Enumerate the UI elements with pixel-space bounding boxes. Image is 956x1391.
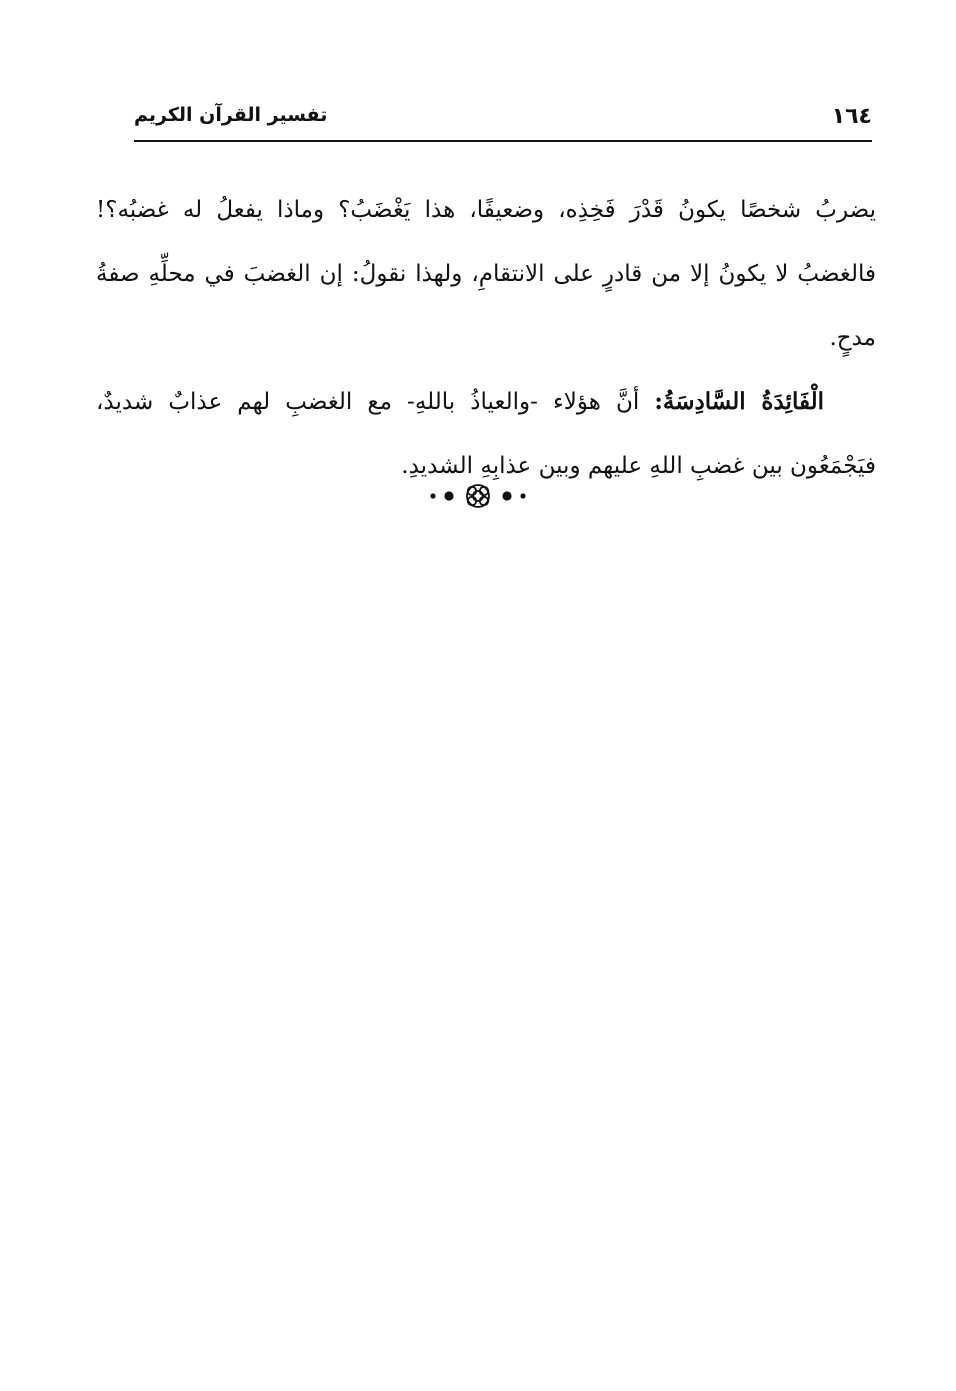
ornament-icon [418,481,538,511]
paragraph-1: يضربُ شخصًا يكونُ قَدْرَ فَخِذِه، وضعيفًا، هذا يَغْضَبُ؟ وماذا يفعلُ له غضبُه؟! فالغضبُ لا يكونُ إلا من قادرٍ على الانتقامِ، ولهذا نقولُ: إن الغضبَ في محلِّهِ صفةُ مدحٍ. [96,197,876,351]
header-rule [134,140,872,142]
section-divider-ornament [0,478,956,514]
running-title: تفسير القرآن الكريم [134,104,328,126]
page-number: ١٦٤ [831,104,872,129]
paragraph-2-text: أنَّ هؤلاء -والعياذُ باللهِ- مع الغضبِ لهم عذابٌ شديدٌ، فيَجْمَعُون بين غضبِ اللهِ عليهم وبين عذابِهِ الشديدِ. [96,389,876,479]
body-text [96,178,876,498]
section-heading: الْفَائِدَةُ السَّادِسَةُ: [654,388,824,415]
page-header [134,96,872,146]
